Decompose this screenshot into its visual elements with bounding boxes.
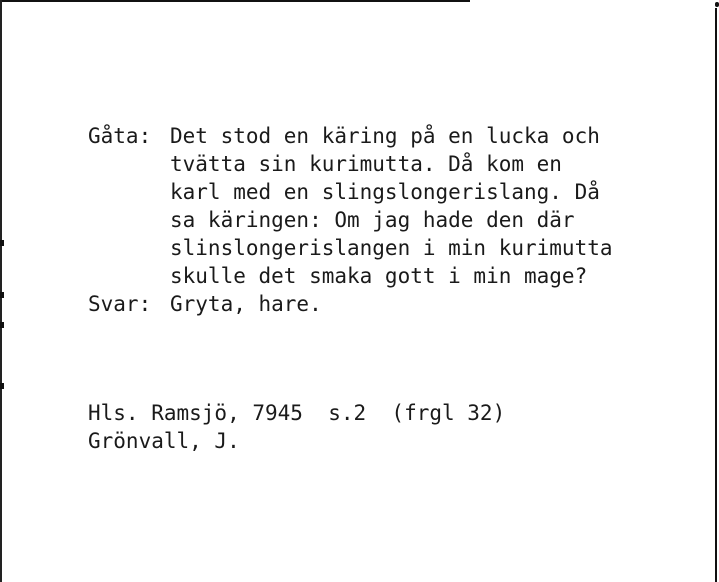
scan-tick (0, 292, 4, 298)
riddle-line: karl med en slingslongerislang. Då (170, 180, 600, 204)
riddle-line: sa käringen: Om jag hade den där (170, 208, 575, 232)
riddle-label: Gåta: (88, 124, 152, 148)
scan-tick (0, 240, 4, 246)
source-reference: Hls. Ramsjö, 7945 s.2 (frgl 32) (88, 401, 506, 425)
scan-mark (715, 2, 719, 7)
riddle-line: skulle det smaka gott i min mage? (170, 264, 588, 288)
riddle-line: Det stod en käring på en lucka och (170, 124, 600, 148)
card-right-edge (715, 8, 717, 582)
answer-text: Gryta, hare. (170, 292, 322, 316)
card-left-edge (0, 0, 2, 582)
scan-tick (0, 383, 4, 389)
riddle-line: slinslongerislangen i min kurimutta (170, 236, 613, 260)
answer-label: Svar: (88, 292, 152, 316)
collector-name: Grönvall, J. (88, 429, 240, 453)
riddle-line: tvätta sin kurimutta. Då kom en (170, 152, 562, 176)
scan-tick (0, 322, 4, 328)
card-top-edge (0, 0, 470, 2)
